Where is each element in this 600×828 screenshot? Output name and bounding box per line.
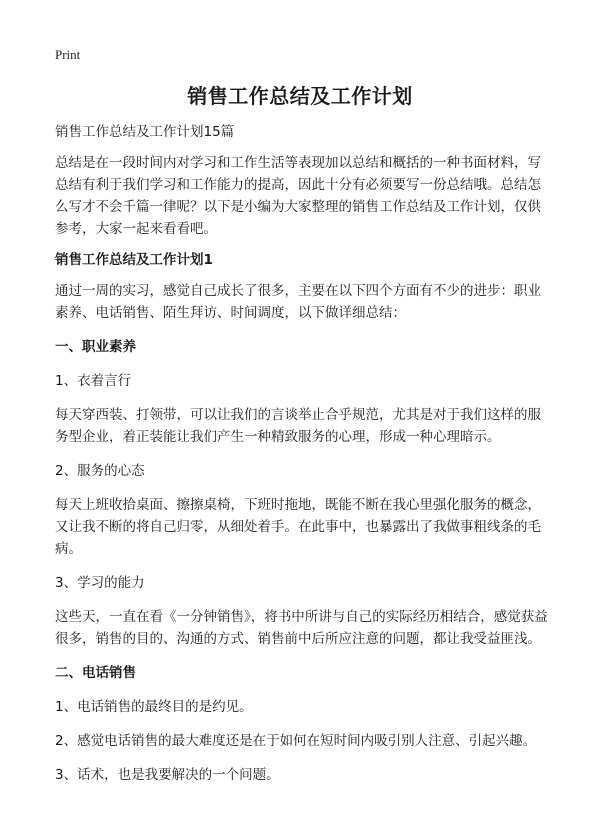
- item1-paragraph: 每天穿西装、打领带，可以让我们的言谈举止合乎规范，尤其是对于我们这样的服务型企业，着正装能让我们产生一种精致服务的心理，形成一种心理暗示。: [55, 407, 541, 445]
- document-title: 销售工作总结及工作计划: [187, 84, 413, 108]
- item2-paragraph: 每天上班收拾桌面、擦擦桌椅，下班时拖地，既能不断在我心里强化服务的概念，又让我不断的将自己归零，从细处着手。在此事中，也暴露出了我做事粗线条的毛病。: [55, 497, 541, 557]
- part2-item3: 3、话术，也是我要解决的一个问题。: [55, 767, 280, 783]
- item1-heading: 1、衣着言行: [55, 373, 132, 389]
- item3-paragraph: 这些天，一直在看《一分钟销售》，将书中所讲与自己的实际经历相结合，感觉获益很多，销售的目的、沟通的方式、销售前中后所应注意的问题，都让我受益匪浅。: [55, 609, 548, 647]
- part2-heading: 二、电话销售: [55, 665, 136, 681]
- item2-heading: 2、服务的心态: [55, 463, 145, 479]
- part2-item1: 1、电话销售的最终目的是约见。: [55, 699, 253, 715]
- intro-paragraph: 总结是在一段时间内对学习和工作生活等表现加以总结和概括的一种书面材料，写总结有利于我们学习和工作能力的提高，因此十分有必须要写一份总结哦。总结怎么写才不会千篇一律呢？以下是小编为大家整理的销售工作总结及工作计划，仅供参考，大家一起来看看吧。: [55, 155, 541, 237]
- part1-heading: 一、职业素养: [55, 339, 136, 355]
- print-link[interactable]: Print: [55, 47, 81, 62]
- part2-item2: 2、感觉电话销售的最大难度还是在于如何在短时间内吸引别人注意、引起兴趣。: [55, 733, 537, 749]
- section1-heading: 销售工作总结及工作计划1: [55, 252, 213, 268]
- document-subtitle: 销售工作总结及工作计划15篇: [55, 124, 235, 140]
- section1-intro-paragraph: 通过一周的实习，感觉自己成长了很多，主要在以下四个方面有不少的进步：职业素养、电话销售、陌生拜访、时间调度，以下做详细总结：: [55, 283, 541, 321]
- document-body: [55, 121, 549, 786]
- item3-heading: 3、学习的能力: [55, 575, 145, 591]
